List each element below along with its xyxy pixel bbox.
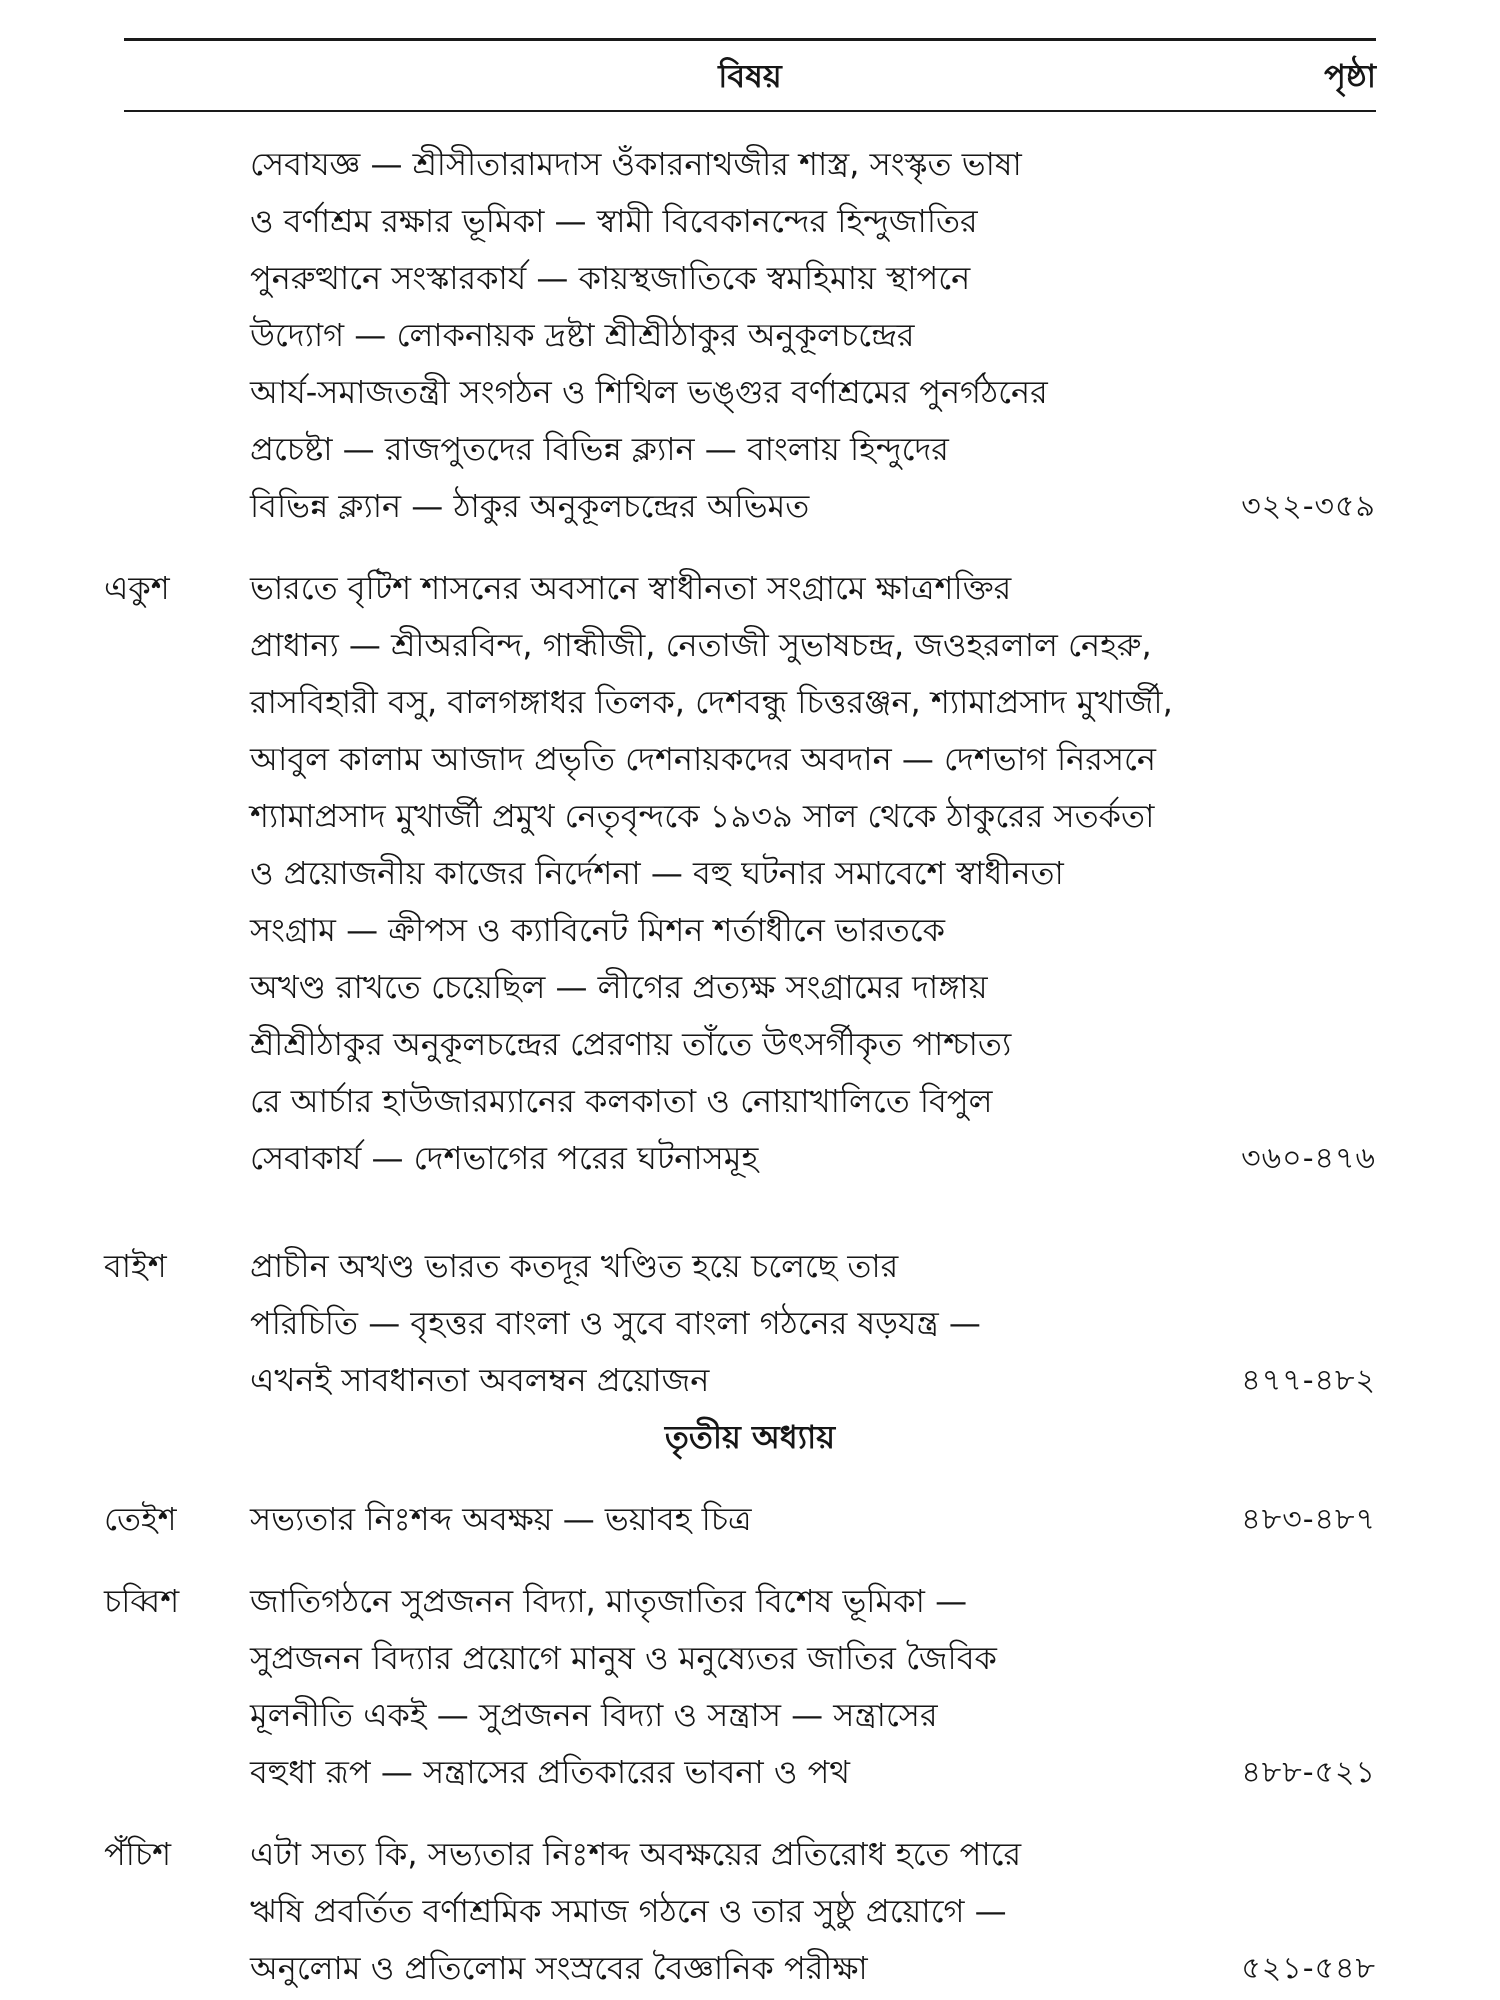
- chapter-number: বাইশ: [104, 1247, 167, 1285]
- entry-line: সেবাযজ্ঞ — শ্রীসীতারামদাস ওঁকারনাথজীর শাস্ত্র, সংস্কৃত ভাষা: [250, 145, 1022, 183]
- header-bottom-rule: [124, 110, 1376, 112]
- entry-line: সুপ্রজনন বিদ্যার প্রয়োগে মানুষ ও মনুষ্যেতর জাতির জৈবিক: [250, 1639, 997, 1677]
- entry-description: [250, 1573, 1260, 1801]
- entry-line: আর্য-সমাজতন্ত্রী সংগঠন ও শিথিল ভঙ্গুর বর্ণাশ্রমের পুনর্গঠনের: [250, 373, 1048, 411]
- entry-line: ভারতে বৃটিশ শাসনের অবসানে স্বাধীনতা সংগ্রামে ক্ষাত্রশক্তির: [250, 569, 1012, 607]
- entry-line: আবুল কালাম আজাদ প্রভৃতি দেশনায়কদের অবদান — দেশভাগ নিরসনে: [250, 740, 1156, 778]
- entry-line: রে আর্চার হাউজারম্যানের কলকাতা ও নোয়াখালিতে বিপুল: [250, 1082, 993, 1120]
- entry-line: অনুলোম ও প্রতিলোম সংস্রবের বৈজ্ঞানিক পরীক্ষা: [250, 1949, 868, 1987]
- entry-line: বিভিন্ন ক্ল্যান — ঠাকুর অনুকূলচন্দ্রের অভিমত: [250, 487, 810, 525]
- entry-description: [250, 136, 1260, 535]
- entry-line: প্রাচীন অখণ্ড ভারত কতদূর খণ্ডিত হয়ে চলেছে তার: [250, 1247, 899, 1285]
- header-top-rule: [124, 38, 1376, 41]
- entry-description: [250, 560, 1260, 1187]
- chapter-number: পঁচিশ: [104, 1835, 172, 1873]
- page-range: ৪৮৩-৪৮৭: [1241, 1502, 1376, 1537]
- entry-line: এখনই সাবধানতা অবলম্বন প্রয়োজন: [250, 1361, 710, 1399]
- entry-line: ও প্রয়োজনীয় কাজের নির্দেশনা — বহু ঘটনার সমাবেশে স্বাধীনতা: [250, 854, 1064, 892]
- entry-line: ঋষি প্রবর্তিত বর্ণাশ্রমিক সমাজ গঠনে ও তার সুষ্ঠু প্রয়োগে —: [250, 1892, 1007, 1930]
- subject-column-header: বিষয়: [718, 57, 782, 95]
- entry-line: পুনরুত্থানে সংস্কারকার্য — কায়স্থজাতিকে স্বমহিমায় স্থাপনে: [250, 259, 971, 297]
- entry-line: সেবাকার্য — দেশভাগের পরের ঘটনাসমূহ: [250, 1139, 759, 1177]
- entry-description: [250, 1491, 1260, 1548]
- entry-line: রাসবিহারী বসু, বালগঙ্গাধর তিলক, দেশবন্ধু চিত্তরঞ্জন, শ্যামাপ্রসাদ মুখার্জী,: [250, 683, 1173, 721]
- entry-line: জাতিগঠনে সুপ্রজনন বিদ্যা, মাতৃজাতির বিশেষ ভূমিকা —: [250, 1582, 968, 1620]
- entry-line: অখণ্ড রাখতে চেয়েছিল — লীগের প্রত্যক্ষ সংগ্রামের দাঙ্গায়: [250, 968, 988, 1006]
- entry-line: প্রচেষ্টা — রাজপুতদের বিভিন্ন ক্ল্যান — বাংলায় হিন্দুদের: [250, 430, 949, 468]
- entry-line: বহুধা রূপ — সন্ত্রাসের প্রতিকারের ভাবনা ও পথ: [250, 1753, 851, 1791]
- entry-line: সংগ্রাম — ক্রীপস ও ক্যাবিনেট মিশন শর্তাধীনে ভারতকে: [250, 911, 945, 949]
- page-range: ৩৬০-৪৭৬: [1241, 1141, 1376, 1176]
- entry-line: শ্রীশ্রীঠাকুর অনুকূলচন্দ্রের প্রেরণায় তাঁতে উৎসর্গীকৃত পাশ্চাত্য: [250, 1025, 1012, 1063]
- entry-description: [250, 1238, 1260, 1409]
- chapter-number: তেইশ: [104, 1500, 177, 1538]
- chapter-number: চব্বিশ: [104, 1582, 180, 1620]
- entry-line: উদ্যোগ — লোকনায়ক দ্রষ্টা শ্রীশ্রীঠাকুর অনুকূলচন্দ্রের: [250, 316, 915, 354]
- entry-line: পরিচিতি — বৃহত্তর বাংলা ও সুবে বাংলা গঠনের ষড়যন্ত্র —: [250, 1304, 981, 1342]
- page-range: ৫২১-৫৪৮: [1241, 1951, 1376, 1986]
- section-heading: তৃতীয় অধ্যায়: [664, 1418, 836, 1456]
- entry-line: প্রাধান্য — শ্রীঅরবিন্দ, গান্ধীজী, নেতাজী সুভাষচন্দ্র, জওহরলাল নেহরু,: [250, 626, 1152, 664]
- entry-line: এটা সত্য কি, সভ্যতার নিঃশব্দ অবক্ষয়ের প্রতিরোধ হতে পারে: [250, 1835, 1022, 1873]
- page-range: ৪৭৭-৪৮২: [1241, 1363, 1376, 1398]
- entry-line: শ্যামাপ্রসাদ মুখার্জী প্রমুখ নেতৃবৃন্দকে ১৯৩৯ সাল থেকে ঠাকুরের সতর্কতা: [250, 797, 1155, 835]
- chapter-number: একুশ: [104, 569, 170, 607]
- entry-line: সভ্যতার নিঃশব্দ অবক্ষয় — ভয়াবহ চিত্র: [250, 1500, 752, 1538]
- page-range: ৪৮৮-৫২১: [1241, 1755, 1376, 1790]
- page-range: ৩২২-৩৫৯: [1241, 489, 1376, 524]
- entry-line: ও বর্ণাশ্রম রক্ষার ভূমিকা — স্বামী বিবেকানন্দের হিন্দুজাতির: [250, 202, 978, 240]
- entry-description: [250, 1826, 1260, 1997]
- page-column-header: পৃষ্ঠা: [1324, 57, 1376, 95]
- entry-line: মূলনীতি একই — সুপ্রজনন বিদ্যা ও সন্ত্রাস — সন্ত্রাসের: [250, 1696, 938, 1734]
